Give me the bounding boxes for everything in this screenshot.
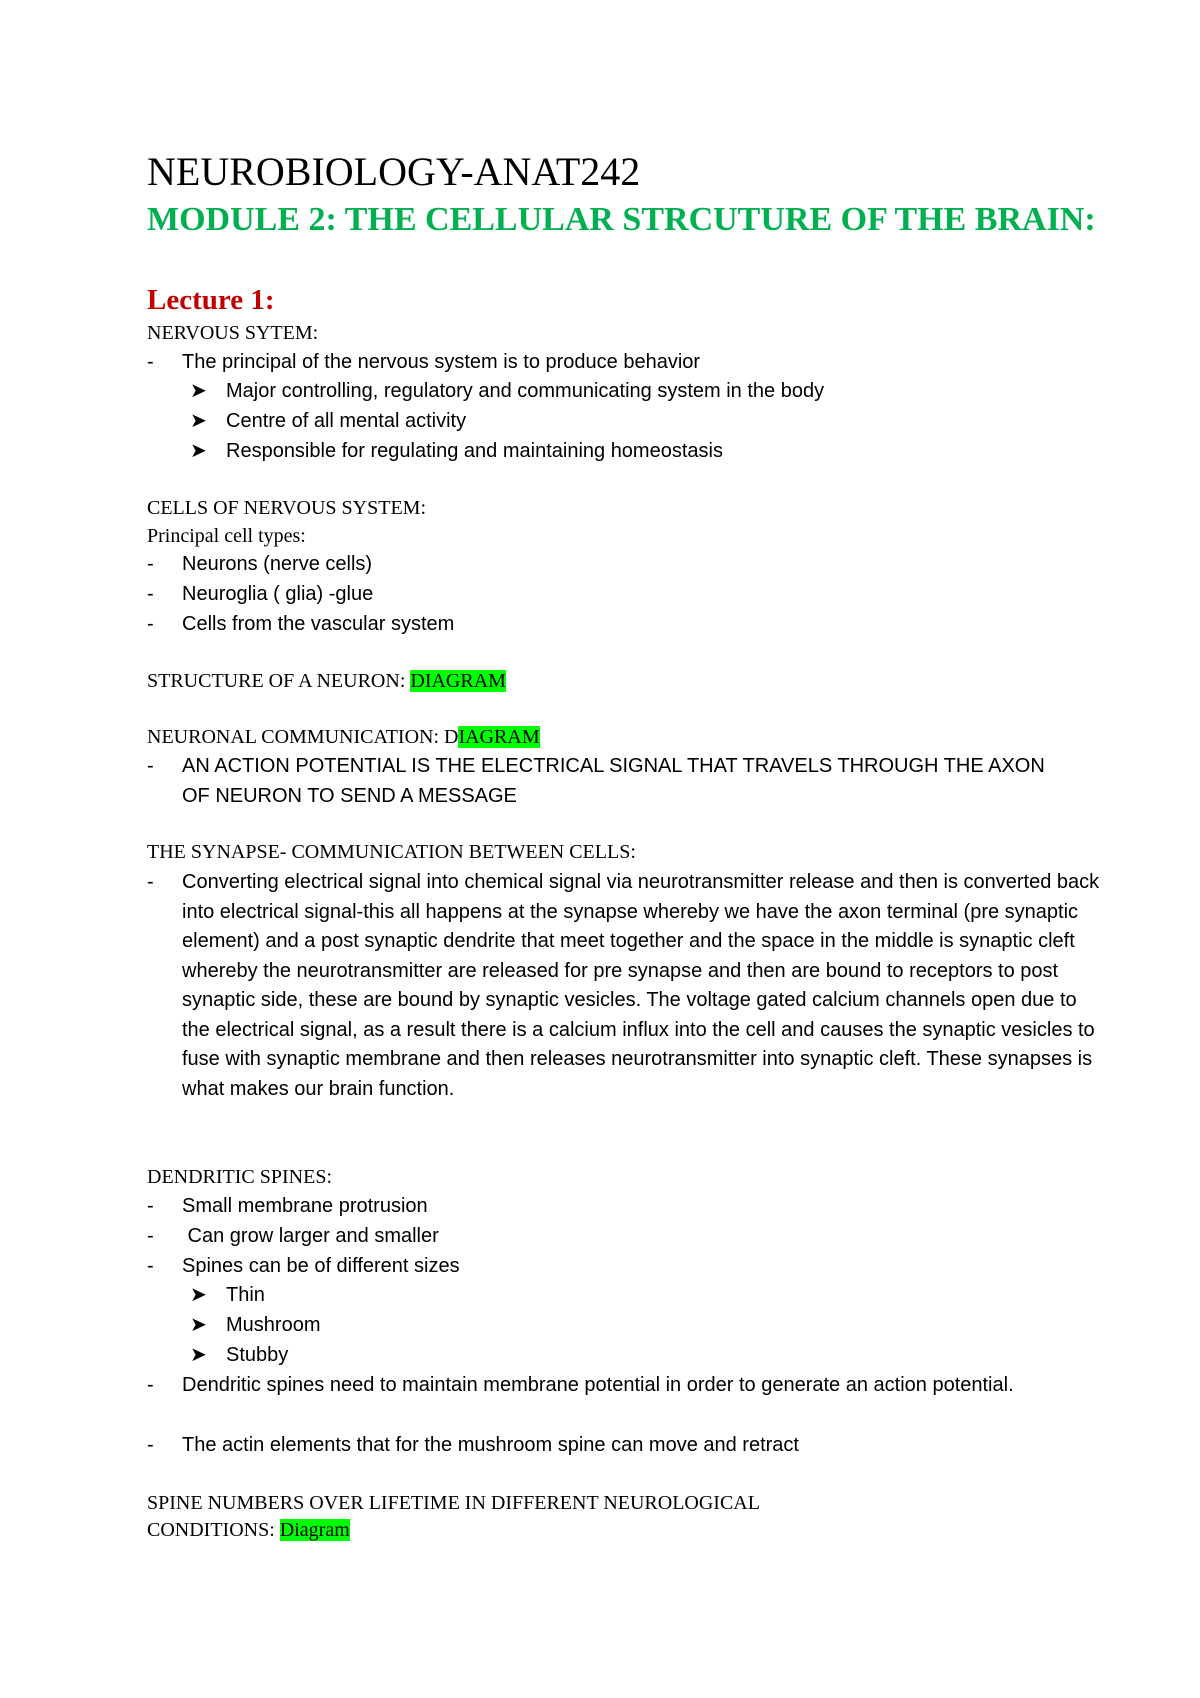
dash-bullet: - <box>147 583 154 605</box>
diagram-tag: Diagram <box>279 1519 350 1541</box>
arrow-icon: ➤ <box>190 1314 207 1336</box>
spine-point: Small membrane protrusion <box>182 1195 428 1217</box>
list-item <box>147 1222 1097 1252</box>
dash-bullet: - <box>147 755 154 777</box>
list-item <box>147 1371 1047 1401</box>
list-item <box>147 348 1097 378</box>
list-item <box>190 1281 265 1310</box>
cell-type: Neuroglia ( glia) -glue <box>182 583 374 605</box>
arrow-icon: ➤ <box>190 1284 207 1306</box>
communication-heading <box>147 724 540 750</box>
list-item <box>190 377 824 406</box>
list-item <box>147 1192 1097 1222</box>
nervous-system-bullet: The principal of the nervous system is to produce behavior <box>182 351 701 373</box>
subpoint-text: Major controlling, regulatory and communicating system in the body <box>226 380 825 402</box>
dash-bullet: - <box>147 1374 154 1396</box>
spine-size: Mushroom <box>226 1314 321 1336</box>
list-item <box>190 437 723 466</box>
spine-point: Dendritic spines need to maintain membrane potential in order to generate an action potential. <box>182 1374 1014 1396</box>
arrow-icon: ➤ <box>190 1344 207 1366</box>
list-item <box>190 1341 288 1370</box>
dash-bullet: - <box>147 553 154 575</box>
list-item <box>147 550 1097 580</box>
communication-bullet: AN ACTION POTENTIAL IS THE ELECTRICAL SIGNAL THAT TRAVELS THROUGH THE AXON OF NEURON TO SEND A MESSAGE <box>182 755 1045 807</box>
diagram-tag: DIAGRAM <box>410 670 506 692</box>
module-heading: MODULE 2: THE CELLULAR STRCUTURE OF THE BRAIN: <box>147 201 1096 238</box>
synapse-heading: THE SYNAPSE- COMMUNICATION BETWEEN CELLS: <box>147 841 636 863</box>
spine-numbers-heading-text: CONDITIONS: <box>147 1519 280 1541</box>
cell-type: Neurons (nerve cells) <box>182 553 373 575</box>
list-item <box>190 407 466 436</box>
cells-heading: CELLS OF NERVOUS SYSTEM: <box>147 497 426 519</box>
arrow-icon: ➤ <box>190 440 207 462</box>
subpoint-text: Responsible for regulating and maintaining homeostasis <box>226 440 723 462</box>
spine-numbers-heading-line2 <box>147 1517 350 1543</box>
spine-point: The actin elements that for the mushroom spine can move and retract <box>182 1434 799 1456</box>
subpoint-text: Centre of all mental activity <box>226 410 467 432</box>
lecture-heading: Lecture 1: <box>147 284 275 316</box>
arrow-icon: ➤ <box>190 410 207 432</box>
structure-heading-text: STRUCTURE OF A NEURON: <box>147 670 411 692</box>
list-item <box>147 1252 1097 1282</box>
diagram-tag: IAGRAM <box>458 726 540 748</box>
dash-bullet: - <box>147 613 154 635</box>
spine-numbers-heading: SPINE NUMBERS OVER LIFETIME IN DIFFERENT NEUROLOGICAL <box>147 1492 760 1514</box>
spine-size: Thin <box>226 1284 265 1306</box>
spine-size: Stubby <box>226 1344 289 1366</box>
dash-bullet: - <box>147 1434 154 1456</box>
dash-bullet: - <box>147 1195 154 1217</box>
list-item <box>147 752 1097 811</box>
cells-subheading: Principal cell types: <box>147 525 306 547</box>
list-item <box>147 610 1097 640</box>
nervous-system-heading: NERVOUS SYTEM: <box>147 322 319 344</box>
dash-bullet: - <box>147 351 154 373</box>
dash-bullet: - <box>147 871 154 893</box>
communication-heading-text: NEURONAL COMMUNICATION: D <box>147 726 459 748</box>
arrow-icon: ➤ <box>190 380 207 402</box>
list-item <box>147 580 1097 610</box>
dash-bullet: - <box>147 1255 154 1277</box>
list-item <box>190 1311 320 1340</box>
spine-point: Can grow larger and smaller <box>182 1225 439 1247</box>
list-item <box>147 1431 1097 1461</box>
structure-heading <box>147 668 506 694</box>
dash-bullet: - <box>147 1225 154 1247</box>
document-title: NEUROBIOLOGY-ANAT242 <box>147 149 641 194</box>
spines-heading: DENDRITIC SPINES: <box>147 1166 333 1188</box>
synapse-bullet: Converting electrical signal into chemical signal via neurotransmitter release and then is converted back into electrical signal-this all happens at the synapse whereby we have the axon terminal (pre synaptic element) and a post synaptic dendrite that meet together and the space in the middle is synaptic cleft whereby the neurotransmitter are released for pre synapse and then are bound to receptors to post synaptic side, these are bound by synaptic vesicles. The voltage gated calcium channels open due to the electrical signal, as a result there is a calcium influx into the cell and causes the synaptic vesicles to fuse with synaptic membrane and then releases neurotransmitter into synaptic cleft. These synapses is what makes our brain function. <box>182 871 1100 1100</box>
cell-type: Cells from the vascular system <box>182 613 455 635</box>
list-item <box>147 868 1102 1104</box>
spine-point: Spines can be of different sizes <box>182 1255 460 1277</box>
